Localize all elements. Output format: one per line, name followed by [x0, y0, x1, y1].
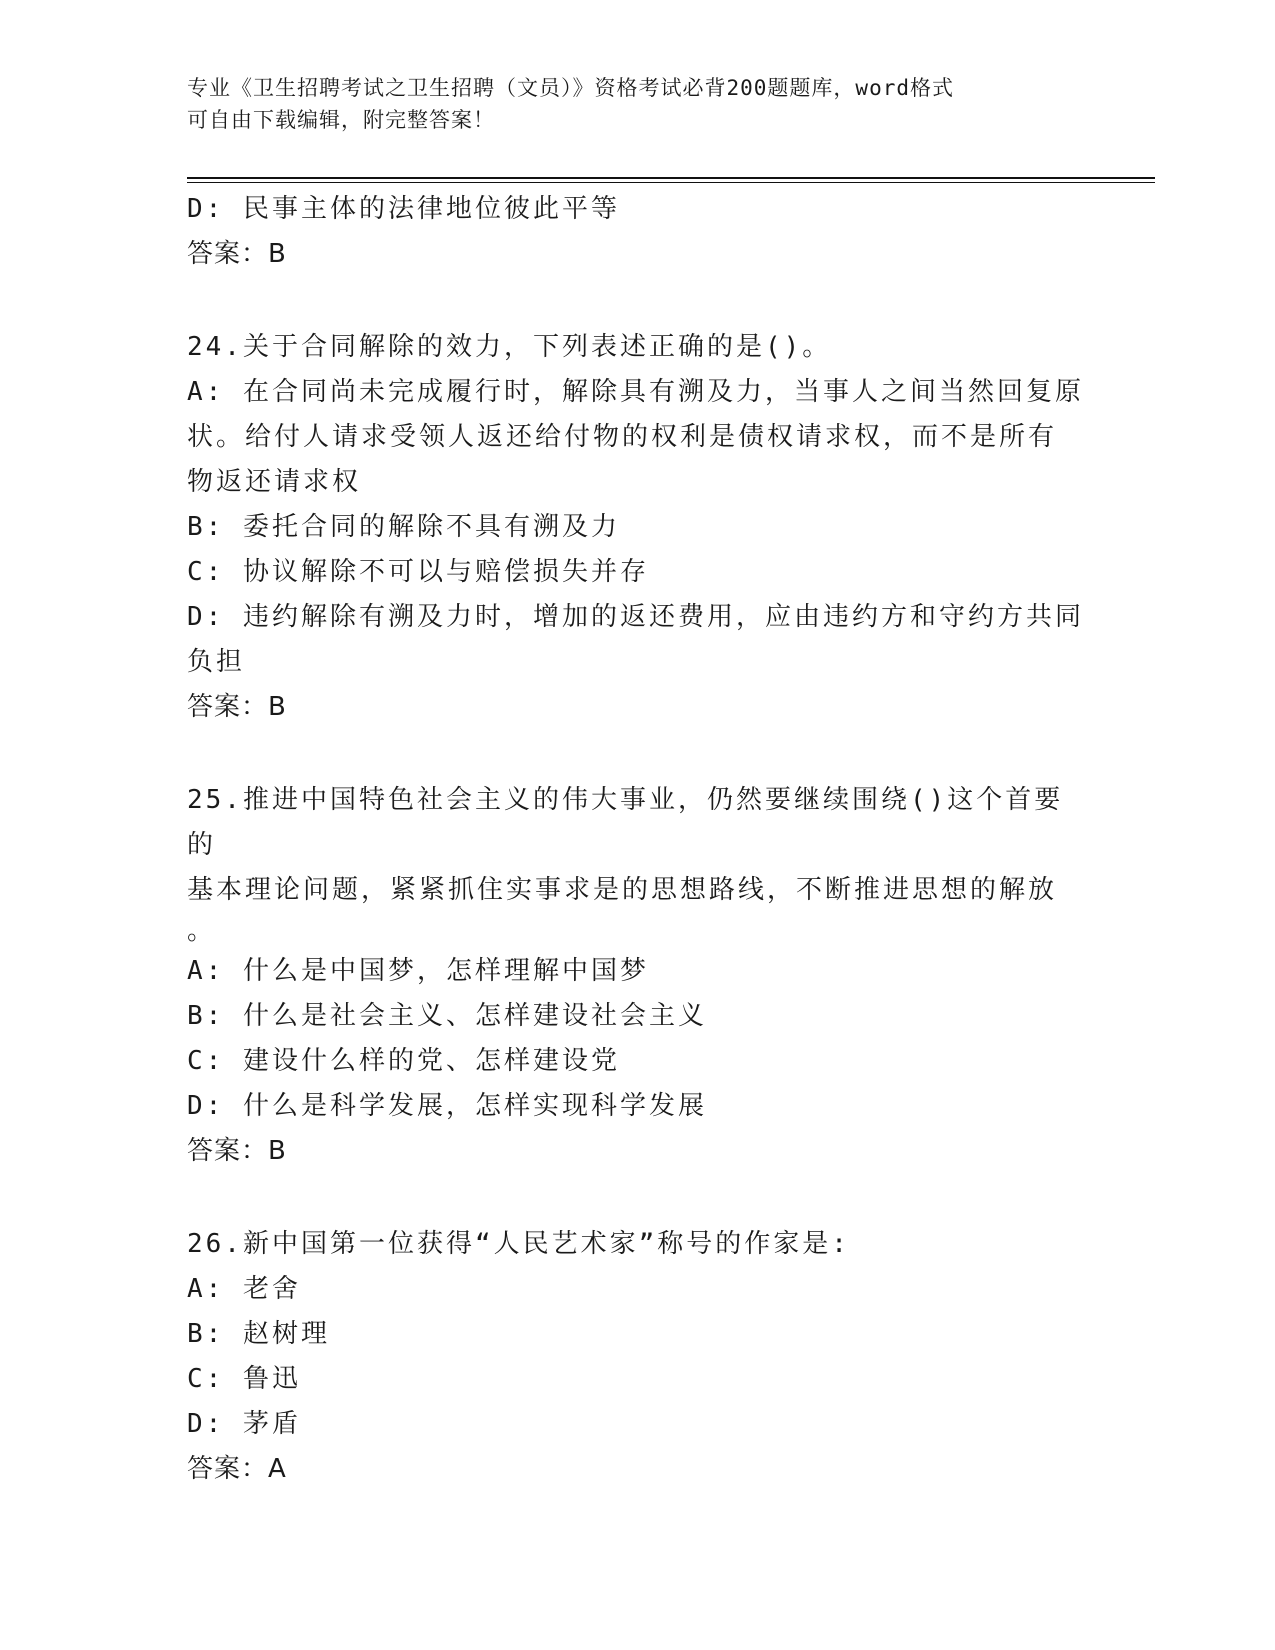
q26-option-c: C: 鲁迅	[187, 1364, 301, 1394]
q26-answer: 答案：A	[187, 1454, 287, 1484]
q25-option-c: C: 建设什么样的党、怎样建设党	[187, 1046, 620, 1076]
q26-option-a: A: 老舍	[187, 1274, 301, 1304]
q24-option-a-line-1: A: 在合同尚未完成履行时，解除具有溯及力，当事人之间当然回复原	[187, 377, 1084, 407]
q26-option-b: B: 赵树理	[187, 1319, 330, 1349]
spacer	[187, 1174, 1087, 1222]
q24-option-a-line-3: 物返还请求权	[187, 467, 362, 497]
spacer	[187, 277, 1087, 325]
q24-option-b: B: 委托合同的解除不具有溯及力	[187, 512, 620, 542]
q25-option-b: B: 什么是社会主义、怎样建设社会主义	[187, 1001, 707, 1031]
q25-option-a: A: 什么是中国梦，怎样理解中国梦	[187, 956, 649, 986]
q24-option-c: C: 协议解除不可以与赔偿损失并存	[187, 557, 649, 587]
header-divider-thick	[187, 177, 1155, 179]
q25-option-d: D: 什么是科学发展，怎样实现科学发展	[187, 1091, 707, 1121]
q25-question-line-2: 基本理论问题，紧紧抓住实事求是的思想路线，不断推进思想的解放	[187, 875, 1058, 905]
spacer	[187, 730, 1087, 778]
header-line-1: 专业《卫生招聘考试之卫生招聘（文员）》资格考试必背200题题库，word格式	[187, 76, 954, 100]
header-line-2: 可自由下载编辑，附完整答案！	[187, 108, 495, 132]
q25-question-line-3: 。	[187, 916, 217, 946]
q24-question: 24.关于合同解除的效力，下列表述正确的是()。	[187, 332, 832, 362]
q26-question: 26.新中国第一位获得“人民艺术家”称号的作家是:	[187, 1229, 850, 1259]
q24-option-d-line-2: 负担	[187, 647, 246, 677]
header-divider-thin	[187, 182, 1155, 183]
q25-answer: 答案：B	[187, 1136, 287, 1166]
prev-option-d: D: 民事主体的法律地位彼此平等	[187, 194, 620, 224]
question-body	[187, 187, 1087, 1492]
document-header	[187, 72, 1077, 136]
q24-option-a-line-2: 状。给付人请求受领人返还给付物的权利是债权请求权，而不是所有	[187, 422, 1058, 452]
q26-option-d: D: 茅盾	[187, 1409, 301, 1439]
q25-question-line-1: 25.推进中国特色社会主义的伟大事业，仍然要继续围绕()这个首要的	[187, 785, 1064, 860]
q24-option-d-line-1: D: 违约解除有溯及力时，增加的返还费用，应由违约方和守约方共同	[187, 602, 1084, 632]
prev-answer: 答案：B	[187, 239, 287, 269]
q24-answer: 答案：B	[187, 692, 287, 722]
